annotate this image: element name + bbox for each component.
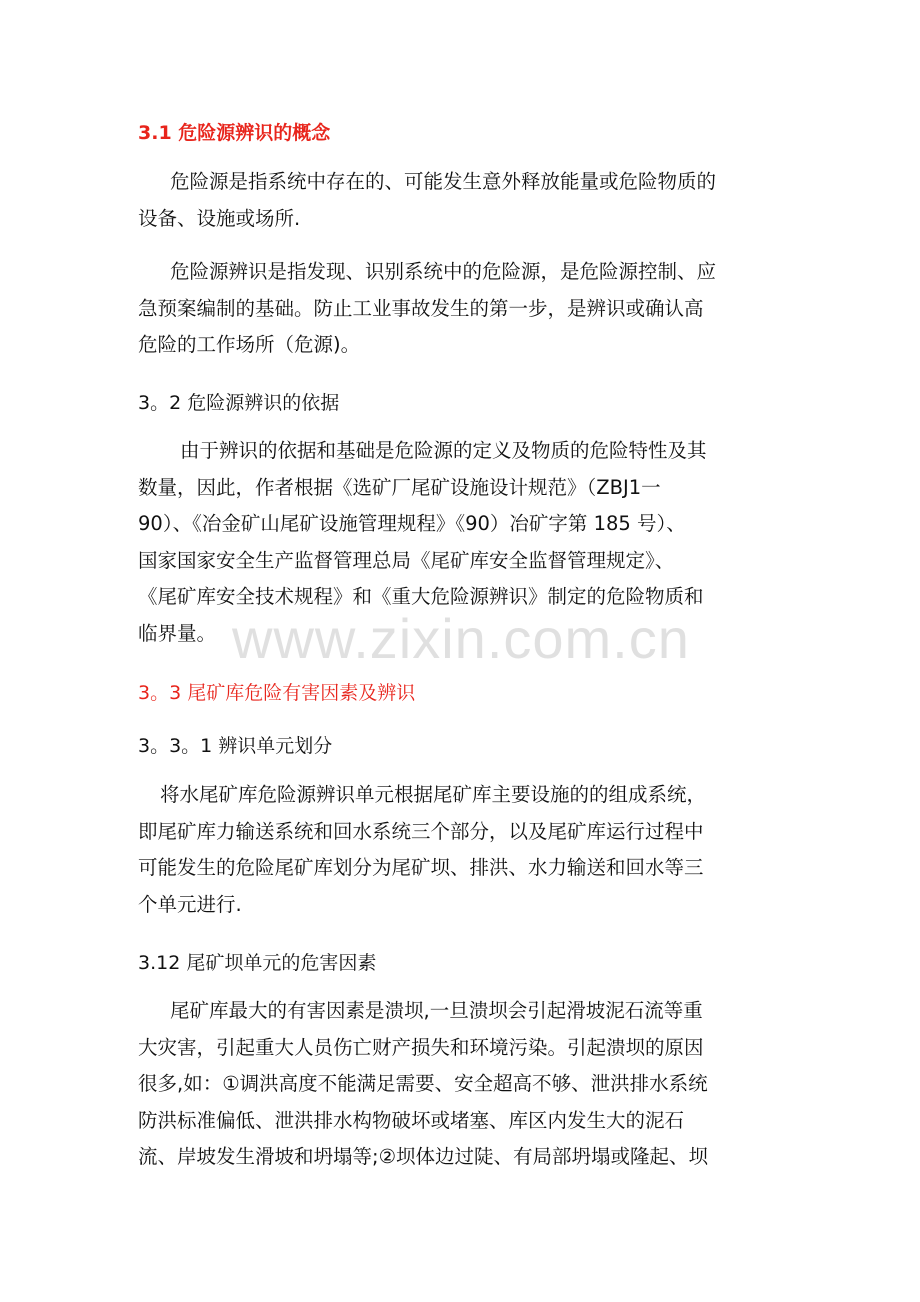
paragraph-line: 危险源是指系统中存在的、可能发生意外释放能量或危险物质的 [170, 170, 717, 193]
paragraph-line: 很多,如：①调洪高度不能满足需要、安全超高不够、泄洪排水系统 [138, 1072, 708, 1095]
section-heading-3-1: 3.1 危险源辨识的概念 [138, 122, 331, 144]
paragraph-line: 即尾矿库力输送系统和回水系统三个部分，以及尾矿库运行过程中 [138, 819, 704, 843]
paragraph-dam-hazards [138, 993, 788, 1176]
paragraph-hazard-definition [138, 164, 788, 237]
paragraph-line: 设备、设施或场所. [138, 206, 301, 230]
section-heading-3-3-1: 3。3。1 辨识单元划分 [138, 735, 333, 757]
paragraph-hazard-identification [138, 254, 788, 364]
paragraph-line: 流、岸坡发生滑坡和坍塌等;②坝体边过陡、有局部坍塌或隆起、坝 [138, 1145, 709, 1168]
paragraph-line: 由于辨识的依据和基础是危险源的定义及物质的危险特性及其 [180, 439, 707, 462]
paragraph-line: 危险源辨识是指发现、识别系统中的危险源，是危险源控制、应 [170, 260, 717, 283]
paragraph-line: 《尾矿库安全技术规程》和《重大危险源辨识》制定的危险物质和 [138, 585, 704, 608]
paragraph-line: 尾矿库最大的有害因素是溃坝,一旦溃坝会引起滑坡泥石流等重 [170, 999, 703, 1022]
paragraph-line: 数量，因此，作者根据《选矿厂尾矿设施设计规范》（ZBJ1一 [138, 475, 661, 499]
section-heading-3-12: 3.12 尾矿坝单元的危害因素 [138, 952, 377, 974]
paragraph-unit-division [138, 777, 788, 923]
paragraph-line: 可能发生的危险尾矿库划分为尾矿坝、排洪、水力输送和回水等三 [138, 856, 704, 879]
paragraph-line: 急预案编制的基础。防止工业事故发生的第一步，是辨识或确认高 [138, 296, 704, 320]
paragraph-line: 大灾害，引起重大人员伤亡财产损失和环境污染。引起溃坝的原因 [138, 1035, 704, 1059]
paragraph-line: 90）、《冶金矿山尾矿设施管理规程》《90）冶矿字第 185 号）、 [138, 512, 686, 535]
paragraph-line: 个单元进行. [138, 892, 242, 916]
paragraph-line: 防洪标准偏低、泄洪排水构物破坏或堵塞、库区内发生大的泥石 [138, 1108, 685, 1132]
section-heading-3-2: 3。2 危险源辨识的依据 [138, 392, 340, 414]
paragraph-line: 危险的工作场所（危源)。 [138, 333, 361, 356]
paragraph-line: 国家国家安全生产监督管理总局《尾矿库安全监督管理规定》、 [138, 548, 675, 572]
section-heading-3-3: 3。3 尾矿库危险有害因素及辨识 [138, 682, 416, 704]
paragraph-line: 临界量。 [138, 621, 217, 645]
watermark: www.zixin.com.cn [232, 607, 690, 670]
paragraph-line: 将水尾矿库危险源辨识单元根据尾矿库主要设施的的组成系统， [160, 783, 707, 806]
